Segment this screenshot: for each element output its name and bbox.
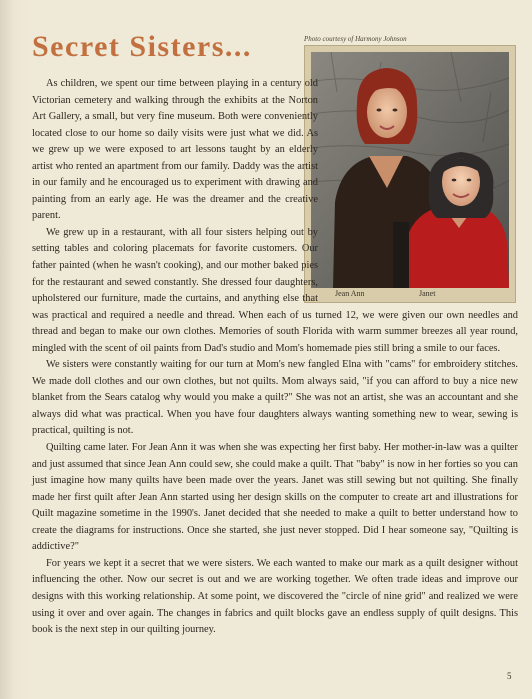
photo-credit: Photo courtesy of Harmony Johnson: [304, 35, 407, 43]
paragraph-restaurant: We grew up in a restaurant, with all four sisters helping out by setting tables and coloring placemats for favorite customers. Our father painted (when he wasn't cooking), and our mother baked pies for the restaurant and sewed constantly. She dressed four daughters, upholstered our furniture, made the curtains, and anything else that was practical and required a needle and thread. When each of us turned 12, we were given our own needles and thread and began to make our own clothes. Memories of south Florida with warm summer breezes all year round, mingled with the scent of oil paints from Dad's studio and Mom's homemade pies still bring a smile to our faces.: [32, 226, 518, 354]
paragraph-sewing-machine: We sisters were constantly waiting for our turn at Mom's new fangled Elna with "cams" for embroidery stitches. We made doll clothes and our own clothes, but not quilts. Mom always said, "if you can afford to buy a nice new blanket from the Sears catalog why would you make a quilt?" She was not an artist, she was an accountant and she always did what was practical. When you have four daughters always wanting something new to wear, sewing is practical, quilting is not.: [32, 359, 518, 437]
photo-caption-janet: Janet: [419, 289, 436, 298]
paragraph-childhood: As children, we spent our time between playing in a century old Victorian cemetery and walking through the exhibits at the Norton Art Gallery, a small, but very fine museum. Both were conveniently located close to our home so daily visits were just what we did. As we grew up we were exposed to art lessons taught by an elderly artist who rented an apartment from our family. Daddy was the artist in our family and he encouraged us to experiment with drawing and painting from an early age. He was the dreamer and the creative parent.: [32, 78, 318, 222]
article-body: [32, 76, 518, 639]
page-number: 5: [507, 671, 512, 681]
page-title: Secret Sisters...: [32, 30, 252, 63]
paragraph-quilting-began: Quilting came later. For Jean Ann it was when she was expecting her first baby. Her mother-in-law was a quilter and just assumed that since Jean Ann could sew, she could make a quilt. That "baby" is now in her forties so you can just imagine how many quilts have been made over the years. Janet was still sewing but not quilting. She finally made her first quilt after Jean Ann started using her design skills on the computer to create art and illustrations for Quilt magazine sometime in the 1990's. Janet decided that she needed to make a quilt to better understand how to create the diagrams for instructions. Once she started, she just never stopped. Did I hear someone say, "Quilting is addictive?": [32, 442, 518, 553]
photo-caption-jean-ann: Jean Ann: [335, 289, 365, 298]
paragraph-secret: For years we kept it a secret that we were sisters. We each wanted to make our mark as a quilt designer without influencing the other. Now our secret is out and we are working together. We often trade ideas and improve our designs with this working relationship. At some point, we discovered the "circle of nine grid" and realized we were using it over and over again. The changes in fabrics and quilt blocks gave an endless supply of quilt designs. This book is the next step in our quilting journey.: [32, 557, 518, 636]
